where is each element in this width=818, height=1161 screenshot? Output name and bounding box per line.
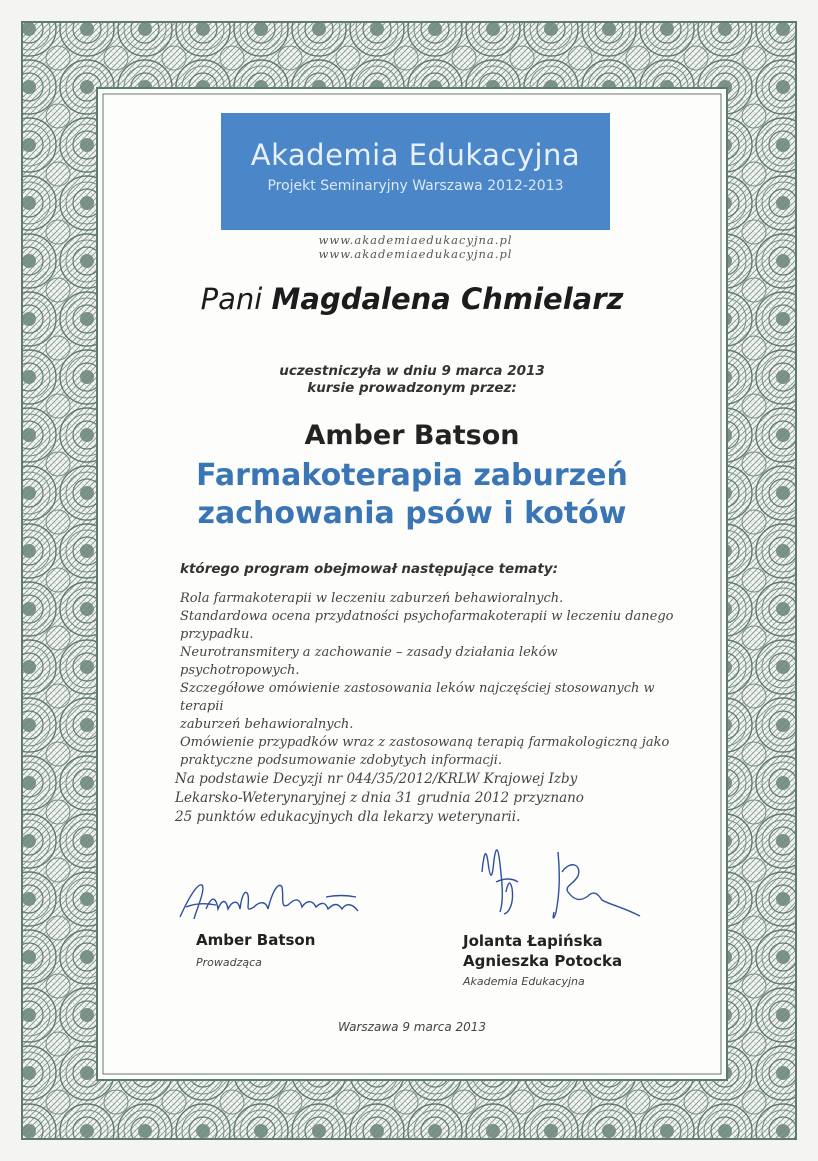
academy-title: Akademia Edukacyjna — [250, 138, 581, 172]
academy-subtitle: Projekt Seminaryjny Warszawa 2012-2013 — [267, 178, 564, 194]
topics-list — [180, 590, 680, 770]
signatory-name: Amber Batson — [196, 931, 316, 949]
topic-line: Neurotransmitery a zachowanie – zasady działania leków psychotropowych. — [180, 645, 558, 678]
decision-line: Lekarsko-Weterynaryjnej z dnia 31 grudnia 2012 przyznano — [175, 790, 584, 806]
topic-line: przypadku. — [180, 627, 254, 642]
topic-line: Szczegółowe omówienie zastosowania leków najczęściej stosowanych w terapii — [180, 681, 655, 714]
website-urls: www.akademiaedukacyjna.pl www.akademiaedukacyjna.pl — [318, 233, 513, 261]
intro-line: uczestniczyła w dniu 9 marca 2013 — [279, 363, 545, 379]
recipient-name: Magdalena Chmielarz — [271, 282, 624, 316]
signatory-role: Akademia Edukacyjna — [463, 975, 585, 988]
intro-line: kursie prowadzonym przez: — [307, 380, 517, 396]
signatory-name: Jolanta Łapińska — [463, 932, 603, 950]
signature-left — [176, 875, 386, 925]
recipient-title: Pani — [200, 282, 263, 316]
decision-line: Na podstawie Decyzji nr 044/35/2012/KRLW Krajowej Izby — [175, 771, 578, 787]
topic-line: Omówienie przypadków wraz z zastosowaną terapią farmakologiczną jako — [180, 735, 670, 750]
decision-text — [175, 770, 645, 827]
topic-line: praktyczne podsumowanie zdobytych informacji. — [180, 753, 503, 768]
signatory-name: Agnieszka Potocka — [463, 952, 623, 970]
place-date: Warszawa 9 marca 2013 — [337, 1020, 487, 1034]
topic-line: zaburzeń behawioralnych. — [180, 717, 354, 732]
signatory-names — [463, 931, 622, 971]
signatory-role: Prowadząca — [196, 956, 262, 969]
course-title-line: Farmakoterapia zaburzeń — [196, 458, 628, 493]
lecturer-name: Amber Batson — [304, 420, 520, 451]
decision-line: 25 punktów edukacyjnych dla lekarzy weterynarii. — [175, 809, 521, 825]
program-heading: którego program obejmował następujące tematy: — [180, 561, 559, 577]
course-title-line: zachowania psów i kotów — [197, 496, 627, 531]
topic-line: Standardowa ocena przydatności psychofarmakoterapii w leczeniu danego — [180, 609, 674, 624]
signature-right — [470, 842, 650, 927]
intro-text — [104, 363, 720, 397]
topic-line: Rola farmakoterapii w leczeniu zaburzeń behawioralnych. — [180, 591, 564, 606]
recipient — [104, 282, 720, 316]
course-title — [104, 457, 720, 533]
